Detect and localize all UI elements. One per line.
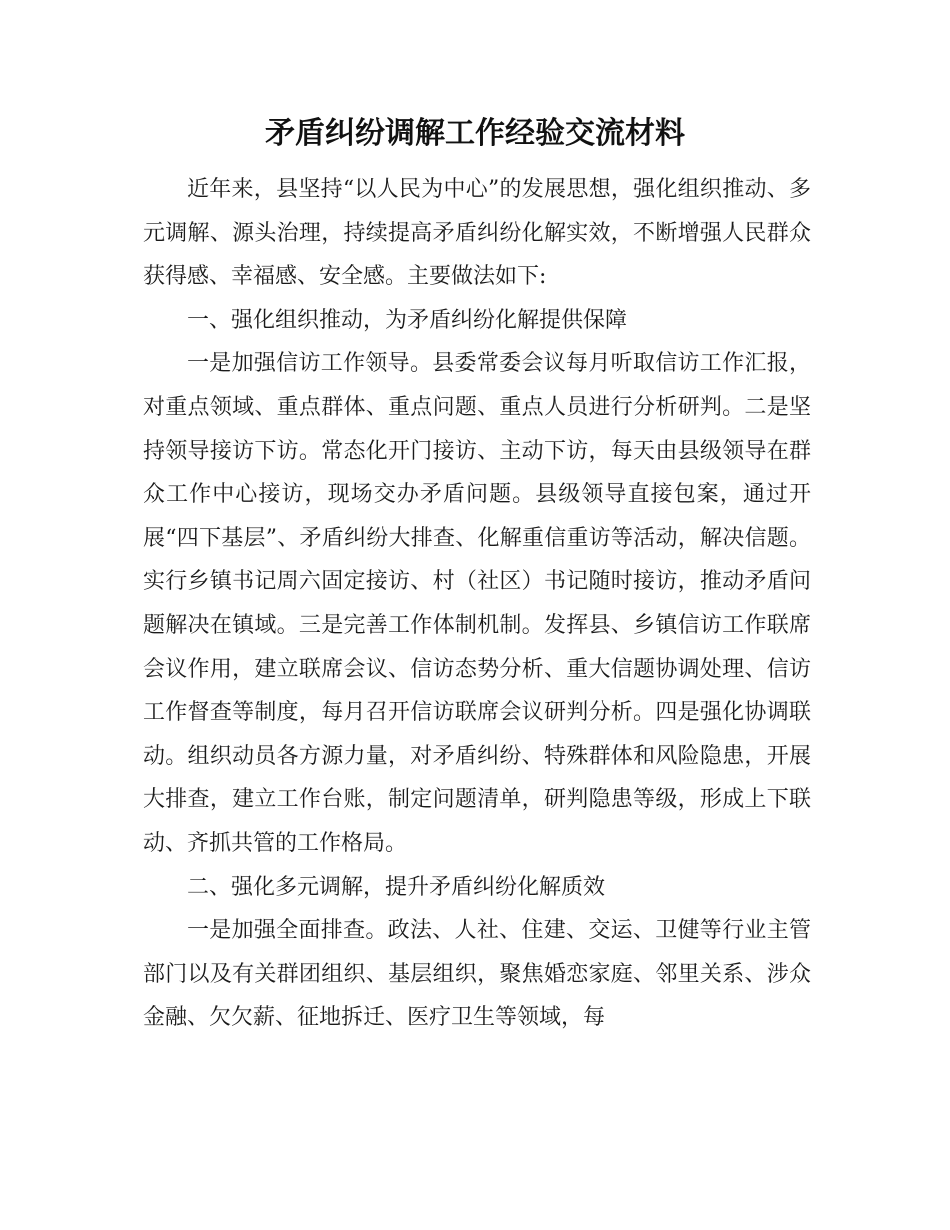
paragraph-section-2: 一是加强全面排查。政法、人社、住建、交运、卫健等行业主管部门以及有关群团组织、基层组织，聚焦婚恋家庭、邻里关系、涉众金融、欠欠薪、征地拆迁、医疗卫生等领域，每 bbox=[143, 918, 811, 1031]
document-body bbox=[143, 168, 811, 1040]
paragraph-intro: 近年来，县坚持“以人民为中心”的发展思想，强化组织推动、多元调解、源头治理，持续提高矛盾纠纷化解实效，不断增强人民群众获得感、幸福感、安全感。主要做法如下: bbox=[143, 177, 811, 290]
section-heading-1: 一、强化组织推动，为矛盾纠纷化解提供保障 bbox=[187, 307, 628, 333]
document-title: 矛盾纠纷调解工作经验交流材料 bbox=[265, 116, 685, 151]
paragraph-section-1: 一是加强信访工作领导。县委常委会议每月听取信访工作汇报，对重点领域、重点群体、重点问题、重点人员进行分析研判。二是坚持领导接访下访。常态化开门接访、主动下访，每天由县级领导在群众工作中心接访，现场交办矛盾问题。县级领导直接包案，通过开展“四下基层”、矛盾纠纷大排查、化解重信重访等活动，解决信题。实行乡镇书记周六固定接访、村（社区）书记随时接访，推动矛盾问题解决在镇域。三是完善工作体制机制。发挥县、乡镇信访工作联席会议作用，建立联席会议、信访态势分析、重大信题协调处理、信访工作督查等制度，每月召开信访联席会议研判分析。四是强化协调联动。组织动员各方源力量，对矛盾纠纷、特殊群体和风险隐患，开展大排查，建立工作台账，制定问题清单，研判隐患等级，形成上下联动、齐抓共管的工作格局。 bbox=[143, 351, 811, 856]
section-heading-2: 二、强化多元调解，提升矛盾纠纷化解质效 bbox=[187, 874, 606, 900]
